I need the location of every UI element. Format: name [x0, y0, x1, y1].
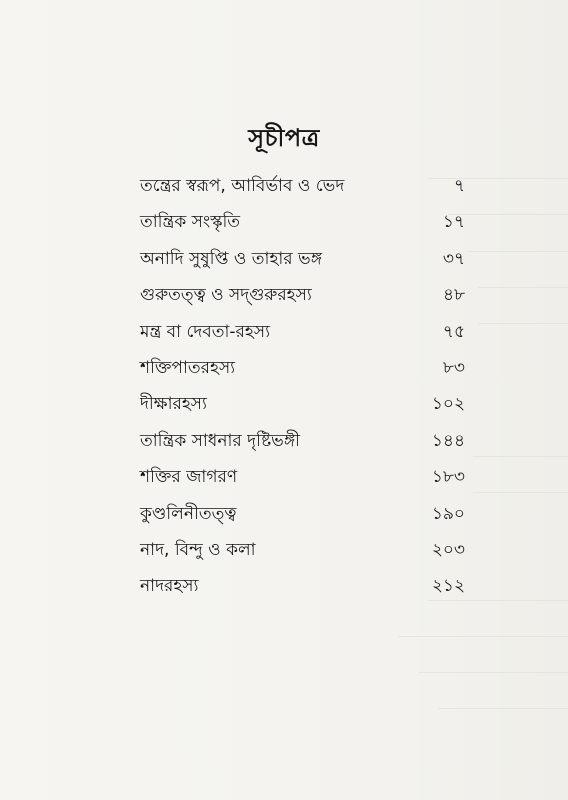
show-through-line	[468, 251, 568, 252]
toc-entry-title: দীক্ষারহস্য	[140, 394, 207, 415]
toc-entry[interactable]	[140, 429, 465, 465]
toc-entry[interactable]	[140, 392, 465, 428]
toc-entry-page-number: ১৯০	[431, 503, 465, 524]
toc-entry-title: শক্তির জাগরণ	[140, 467, 238, 488]
toc-entry-title: কুণ্ডলিনীতত্ত্ব	[140, 503, 237, 524]
toc-entry-title: তান্ত্রিক সংস্কৃতি	[140, 212, 241, 233]
toc-entry-page-number: ২০৩	[431, 539, 465, 560]
show-through-line	[478, 323, 568, 324]
toc-entry-page-number: ১০২	[431, 394, 465, 415]
toc-entry[interactable]	[140, 247, 465, 283]
toc-entry[interactable]	[140, 465, 465, 501]
toc-entry-page-number: ৩৭	[442, 248, 465, 269]
toc-entry-title: নাদরহস্য	[140, 576, 199, 597]
toc-entry[interactable]	[140, 174, 465, 210]
toc-entry-page-number: ১৭	[442, 212, 465, 233]
toc-entry-title: শক্তিপাতরহস্য	[140, 357, 236, 378]
toc-entry[interactable]	[140, 538, 465, 574]
toc-entry-title: অনাদি সুষুপ্তি ও তাহার ভঙ্গ	[140, 248, 322, 269]
toc-entry-page-number: ১৪৪	[431, 430, 465, 451]
show-through-line	[398, 636, 568, 637]
show-through-line	[473, 456, 568, 457]
toc-entry-title: তান্ত্রিক সাধনার দৃষ্টিভঙ্গী	[140, 430, 300, 451]
toc-entry-title: তন্ত্রের স্বরূপ, আবির্ভাব ও ভেদ	[140, 176, 345, 196]
show-through-line	[418, 672, 568, 673]
table-of-contents	[140, 174, 465, 611]
toc-entry-page-number: ১৮৩	[431, 467, 465, 488]
toc-entry[interactable]	[140, 574, 465, 610]
page-title: সূচীপত্র	[248, 124, 320, 152]
toc-entry-title: মন্ত্র বা দেবতা-রহস্য	[140, 321, 270, 342]
show-through-line	[448, 214, 568, 215]
toc-entry-title: গুরুতত্ত্ব ও সদ্গুরুরহস্য	[140, 285, 312, 306]
toc-entry-title: নাদ, বিন্দু ও কলা	[140, 539, 256, 560]
toc-entry-page-number: ৮৩	[442, 357, 465, 378]
show-through-line	[438, 708, 568, 709]
show-through-line	[473, 492, 568, 493]
toc-entry[interactable]	[140, 210, 465, 246]
toc-entry-page-number: ৭	[453, 176, 465, 196]
toc-entry[interactable]	[140, 320, 465, 356]
toc-entry-page-number: ২১২	[431, 576, 465, 597]
toc-entry[interactable]	[140, 356, 465, 392]
toc-entry[interactable]	[140, 283, 465, 319]
toc-entry-page-number: ৭৫	[442, 321, 465, 342]
toc-entry[interactable]	[140, 502, 465, 538]
toc-entry-page-number: ৪৮	[442, 285, 465, 306]
show-through-line	[478, 287, 568, 288]
